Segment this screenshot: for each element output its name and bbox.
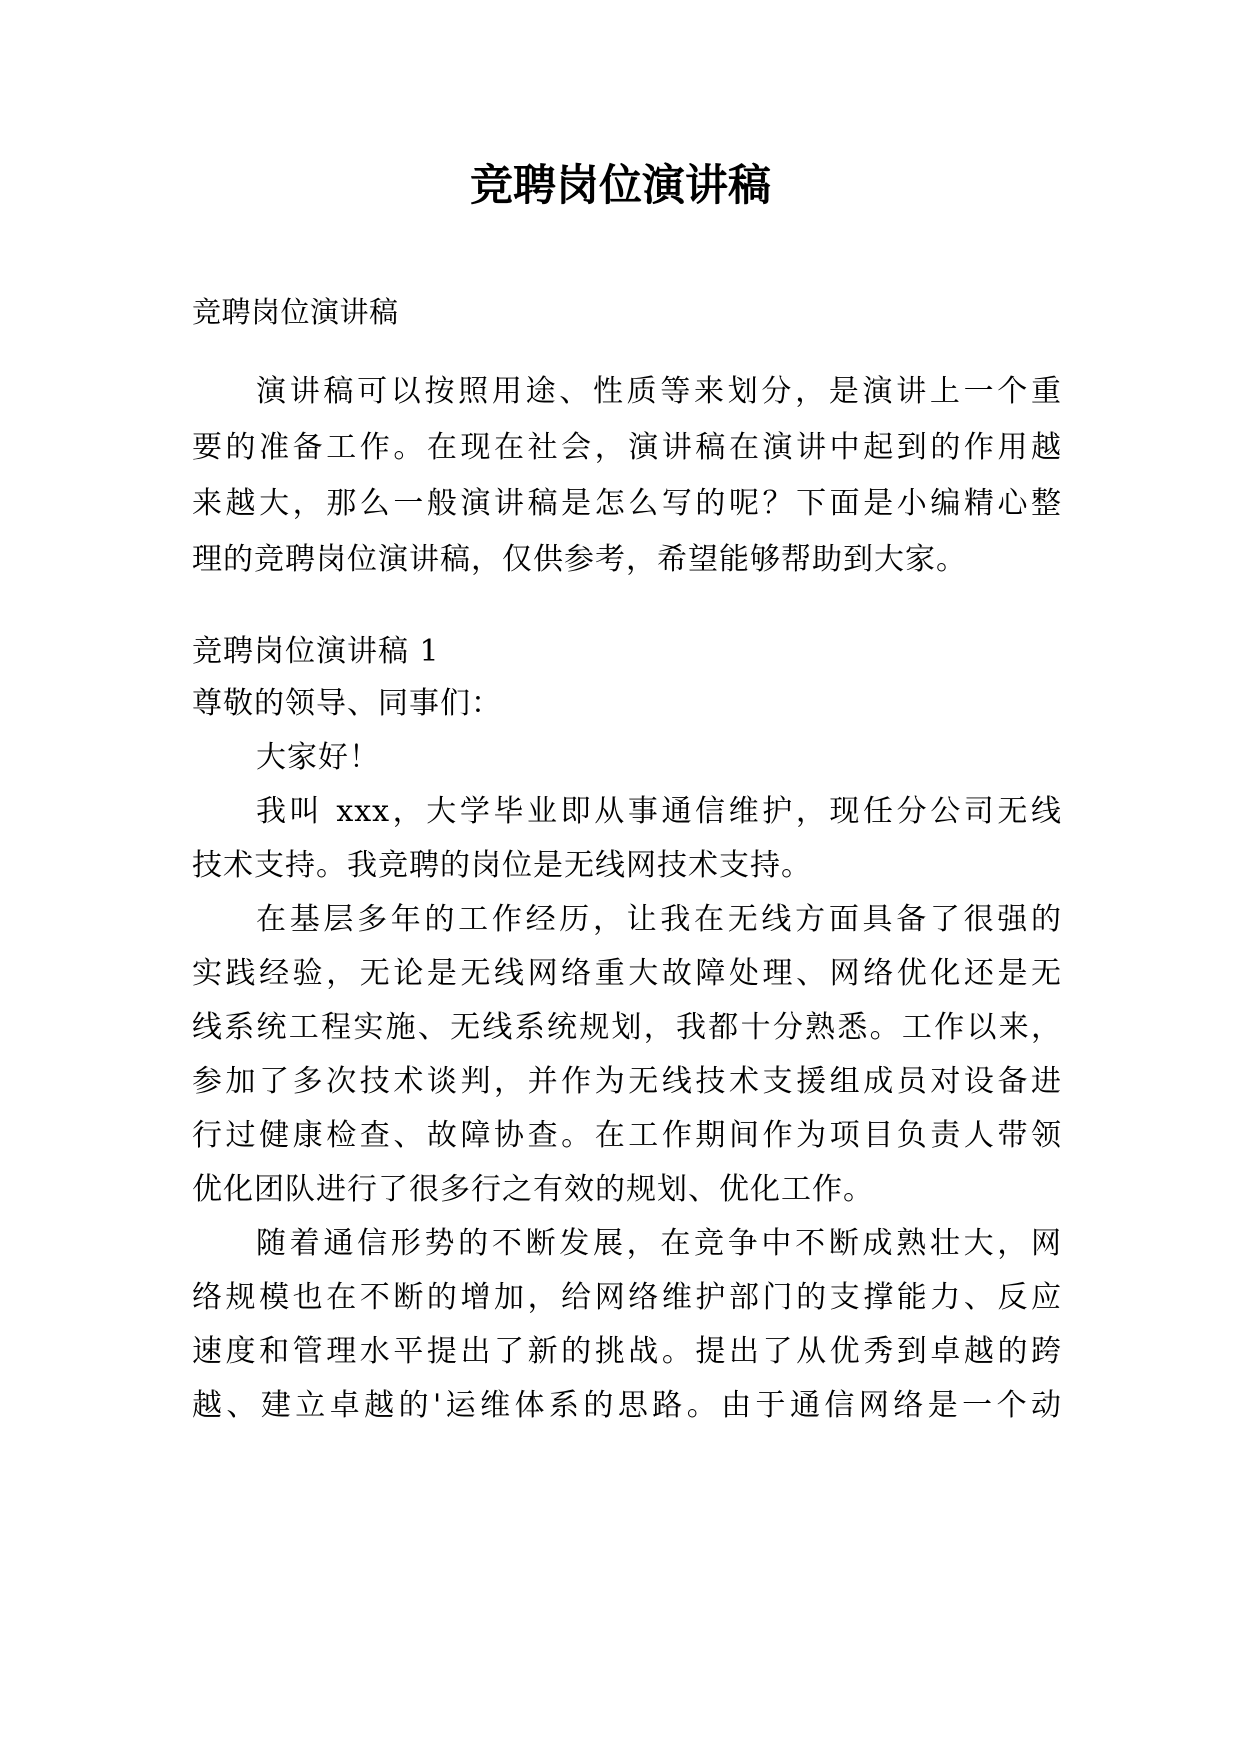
paragraph-line: 络规模也在不断的增加，给网络维护部门的支撑能力、反应 (192, 1280, 1062, 1315)
paragraph-line: 来越大，那么一般演讲稿是怎么写的呢？下面是小编精心整 (192, 486, 1062, 521)
paragraph-line: 在基层多年的工作经历，让我在无线方面具备了很强的 (256, 902, 1062, 937)
paragraph-line: 线系统工程实施、无线系统规划，我都十分熟悉。工作以来， (192, 1010, 1062, 1045)
section-heading: 竞聘岗位演讲稿 1 (192, 634, 440, 669)
paragraph-line: 技术支持。我竞聘的岗位是无线网技术支持。 (192, 848, 812, 883)
paragraph-line: 速度和管理水平提出了新的挑战。提出了从优秀到卓越的跨 (192, 1334, 1062, 1369)
paragraph-line: 越、建立卓越的'运维体系的思路。由于通信网络是一个动 (192, 1388, 1062, 1423)
document-subtitle: 竞聘岗位演讲稿 (192, 295, 399, 329)
paragraph-line: 随着通信形势的不断发展，在竞争中不断成熟壮大，网 (256, 1226, 1062, 1261)
paragraph-line: 演讲稿可以按照用途、性质等来划分，是演讲上一个重 (256, 374, 1062, 409)
paragraph-line: 理的竞聘岗位演讲稿，仅供参考，希望能够帮助到大家。 (192, 542, 967, 577)
paragraph-line: 我叫 xxx，大学毕业即从事通信维护，现任分公司无线 (256, 794, 1062, 829)
paragraph-line: 参加了多次技术谈判，并作为无线技术支援组成员对设备进 (192, 1064, 1062, 1099)
paragraph-line: 要的准备工作。在现在社会，演讲稿在演讲中起到的作用越 (192, 430, 1062, 465)
salutation: 尊敬的领导、同事们： (192, 686, 502, 721)
paragraph-line: 行过健康检查、故障协查。在工作期间作为项目负责人带领 (192, 1118, 1062, 1153)
document-title: 竞聘岗位演讲稿 (470, 161, 771, 211)
paragraph-line: 优化团队进行了很多行之有效的规划、优化工作。 (192, 1172, 874, 1207)
paragraph-line: 实践经验，无论是无线网络重大故障处理、网络优化还是无 (192, 956, 1062, 991)
greeting: 大家好！ (256, 740, 380, 775)
